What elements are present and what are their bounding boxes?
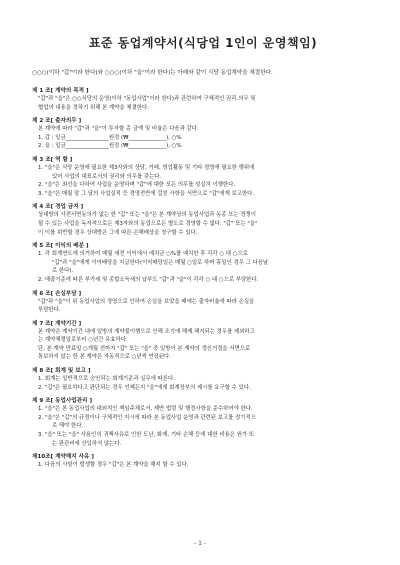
article-paragraph: 2. 을 : 일금________________원정 (₩______________), ○% [38,143,182,150]
article [32,453,374,470]
article-paragraph: 는 계약체결일로부터 ○년간 유효하다. [38,337,128,344]
article-paragraph: 있어 사업의 대표로서의 권리와 의무를 갖는다. [52,173,162,180]
article-paragraph: 2. 매출기준에 따른 부가세 및 종합소득세의 납부도 "갑"과 "을"이 각각 ○ 대 ○으로 부담한다. [38,276,259,283]
article-heading: 제 9 조[ 동업사업관리 ] [32,398,93,405]
article-paragraph: 2. "을"은 "갑"의 규정이나 구체적인 지시에 따라 본 동업사업 운영과 관련된 보고를 정기적으 [38,414,256,421]
article [32,203,374,237]
article-paragraph: 1. "을"은 식당 운영에 필요한 제3자와의 상담, 거래, 영업활동 및 기타 경영에 필요한 행위에 [38,164,255,171]
article-paragraph: 단, 본 계약 만료일 ○개월 전까지 "갑" 또는 "을" 중 일방이 본 계약의 갱신거절을 서면으로 [38,345,251,352]
article-heading: 제 3 조[ 역 할 ] [32,156,73,163]
article-paragraph: 1. 갑 : 일금________________원정 (₩______________), ○% [38,134,182,141]
article-paragraph: 로 한다). [52,268,74,275]
article-paragraph: 부담한다. [38,307,61,314]
article-heading: 제 6 조[ 손실부담 ] [32,290,82,297]
article-paragraph: "갑"과 "을"은 ○○식당의 운영(이하 "동업사업"이라 한다)과 관련하여 구체적인 권리․의무 및 [38,96,256,102]
article-heading: 제 8 조[ 회계 및 보고 ] [32,368,91,375]
article-paragraph: 될 수 있는 사업을 독자적으로든 제3자와의 동업으로든 별도로 경영할 수 없다. "갑" 또는 "을" [38,220,258,227]
article-paragraph: 1. 회계는 일반적으로 승인되는 회계기준과 실무에 따른다. [38,376,175,383]
article-paragraph: 통보하지 않는 한 본 계약은 자동적으로 ○년씩 연장된다. [38,354,171,361]
article [32,367,374,392]
article-paragraph: 본 계약에 따라 "갑"과 "을"이 투자할 총 금액 및 비율은 다음과 같다. [38,126,199,133]
article-paragraph: 협업의 내용을 정하기 위해 본 계약을 체결한다. [38,104,149,111]
article-heading: 제 7 조[ 계약기간 ] [32,320,82,327]
article-paragraph: 2. "을"은 최선을 다하여 사업을 운영하며 "갑"에 대한 모든 의무를 성실히 이행한다. [38,182,236,189]
article-paragraph: 3. "을" 또는 "을" 사용인의 귀책사유로 인한 도난, 화재, 기타 손해 등에 대한 비용은 원가 또 [38,432,255,439]
article-paragraph: 본 계약은 계약기간 내에 일방의 계약불이행으로 인해 조기에 해제․해지되는 경우를 제외하고 [38,328,255,335]
article [32,156,374,198]
article-heading: 제 1 조[ 계약의 목적 ] [32,88,89,94]
article-heading: 제10조[ 계약해지 사유 ] [32,454,94,461]
article-paragraph: 상대방의 사전서면동의가 없는 한 "갑" 또는 "을"은 본 계약상의 동업사업과 동종 또는 경쟁이 [38,212,256,219]
article-paragraph: "갑"과 "을"에게 이익배당을 지급한다(이익배당일은 매월 ○일로 하며 휴일인 경우 그 다음날 [52,259,269,266]
document-title: 표준 동업계약서(식당업 1인이 운영책임) [88,36,318,50]
article [32,87,374,112]
article [32,397,374,448]
article [32,242,374,284]
article [32,290,374,315]
article-paragraph: 로 해야 한다. [52,423,84,430]
article [32,117,374,151]
article-paragraph: "갑"과 "을"이 위 동업사업의 경영으로 인하여 손실을 보았을 때에는 출자비율에 따라 손실을 [38,298,255,305]
page-number: - 1 - [194,540,206,547]
articles-container [32,87,374,470]
article-paragraph: 3. "을"은 매월 말 그 달의 사업실적 등 경영전반에 걸친 사항을 서면으로 "갑"에게 보고한다. [38,190,255,197]
article-paragraph: 2. "갑"은 필요하다고 판단되는 경우 언제든지 "을"에게 회계장부의 제시를 요구할 수 있다. [38,384,251,391]
article-paragraph: 1. "을"은 본 동업사업의 대외적인 책임주체로서, 제반 법령 및 행정사항을 준수하여야 한다. [38,406,253,413]
article-heading: 제 5 조[ 이익의 배분 ] [32,243,89,250]
article-paragraph: 는 판관비에 산입하지 않는다. [52,440,122,447]
article-heading: 제 2 조[ 출자의무 ] [32,118,82,125]
article-heading: 제 4 조[ 경업 금지 ] [32,204,84,211]
intro-paragraph: ○○○(이하 "갑"이라 한다)와 ○○○(이하 "을"이라 한다)는 아래와 같이 식당 동업계약을 체결한다. [32,70,273,76]
article-paragraph: 이 이를 위반할 경우 상대방은 그에 따른 손해배상을 청구할 수 있다. [38,229,198,236]
article-paragraph: 1. 각 회계연도에 의거하여 매월 세전 이익에서 예치금 ○%를 예치한 후 각각 ○ 대 ○으로 [38,251,248,258]
article [32,320,374,362]
article-paragraph: 1. 다음의 사항이 발생할 경우 "갑"은 본 계약을 해지 할 수 있다. [38,462,189,469]
